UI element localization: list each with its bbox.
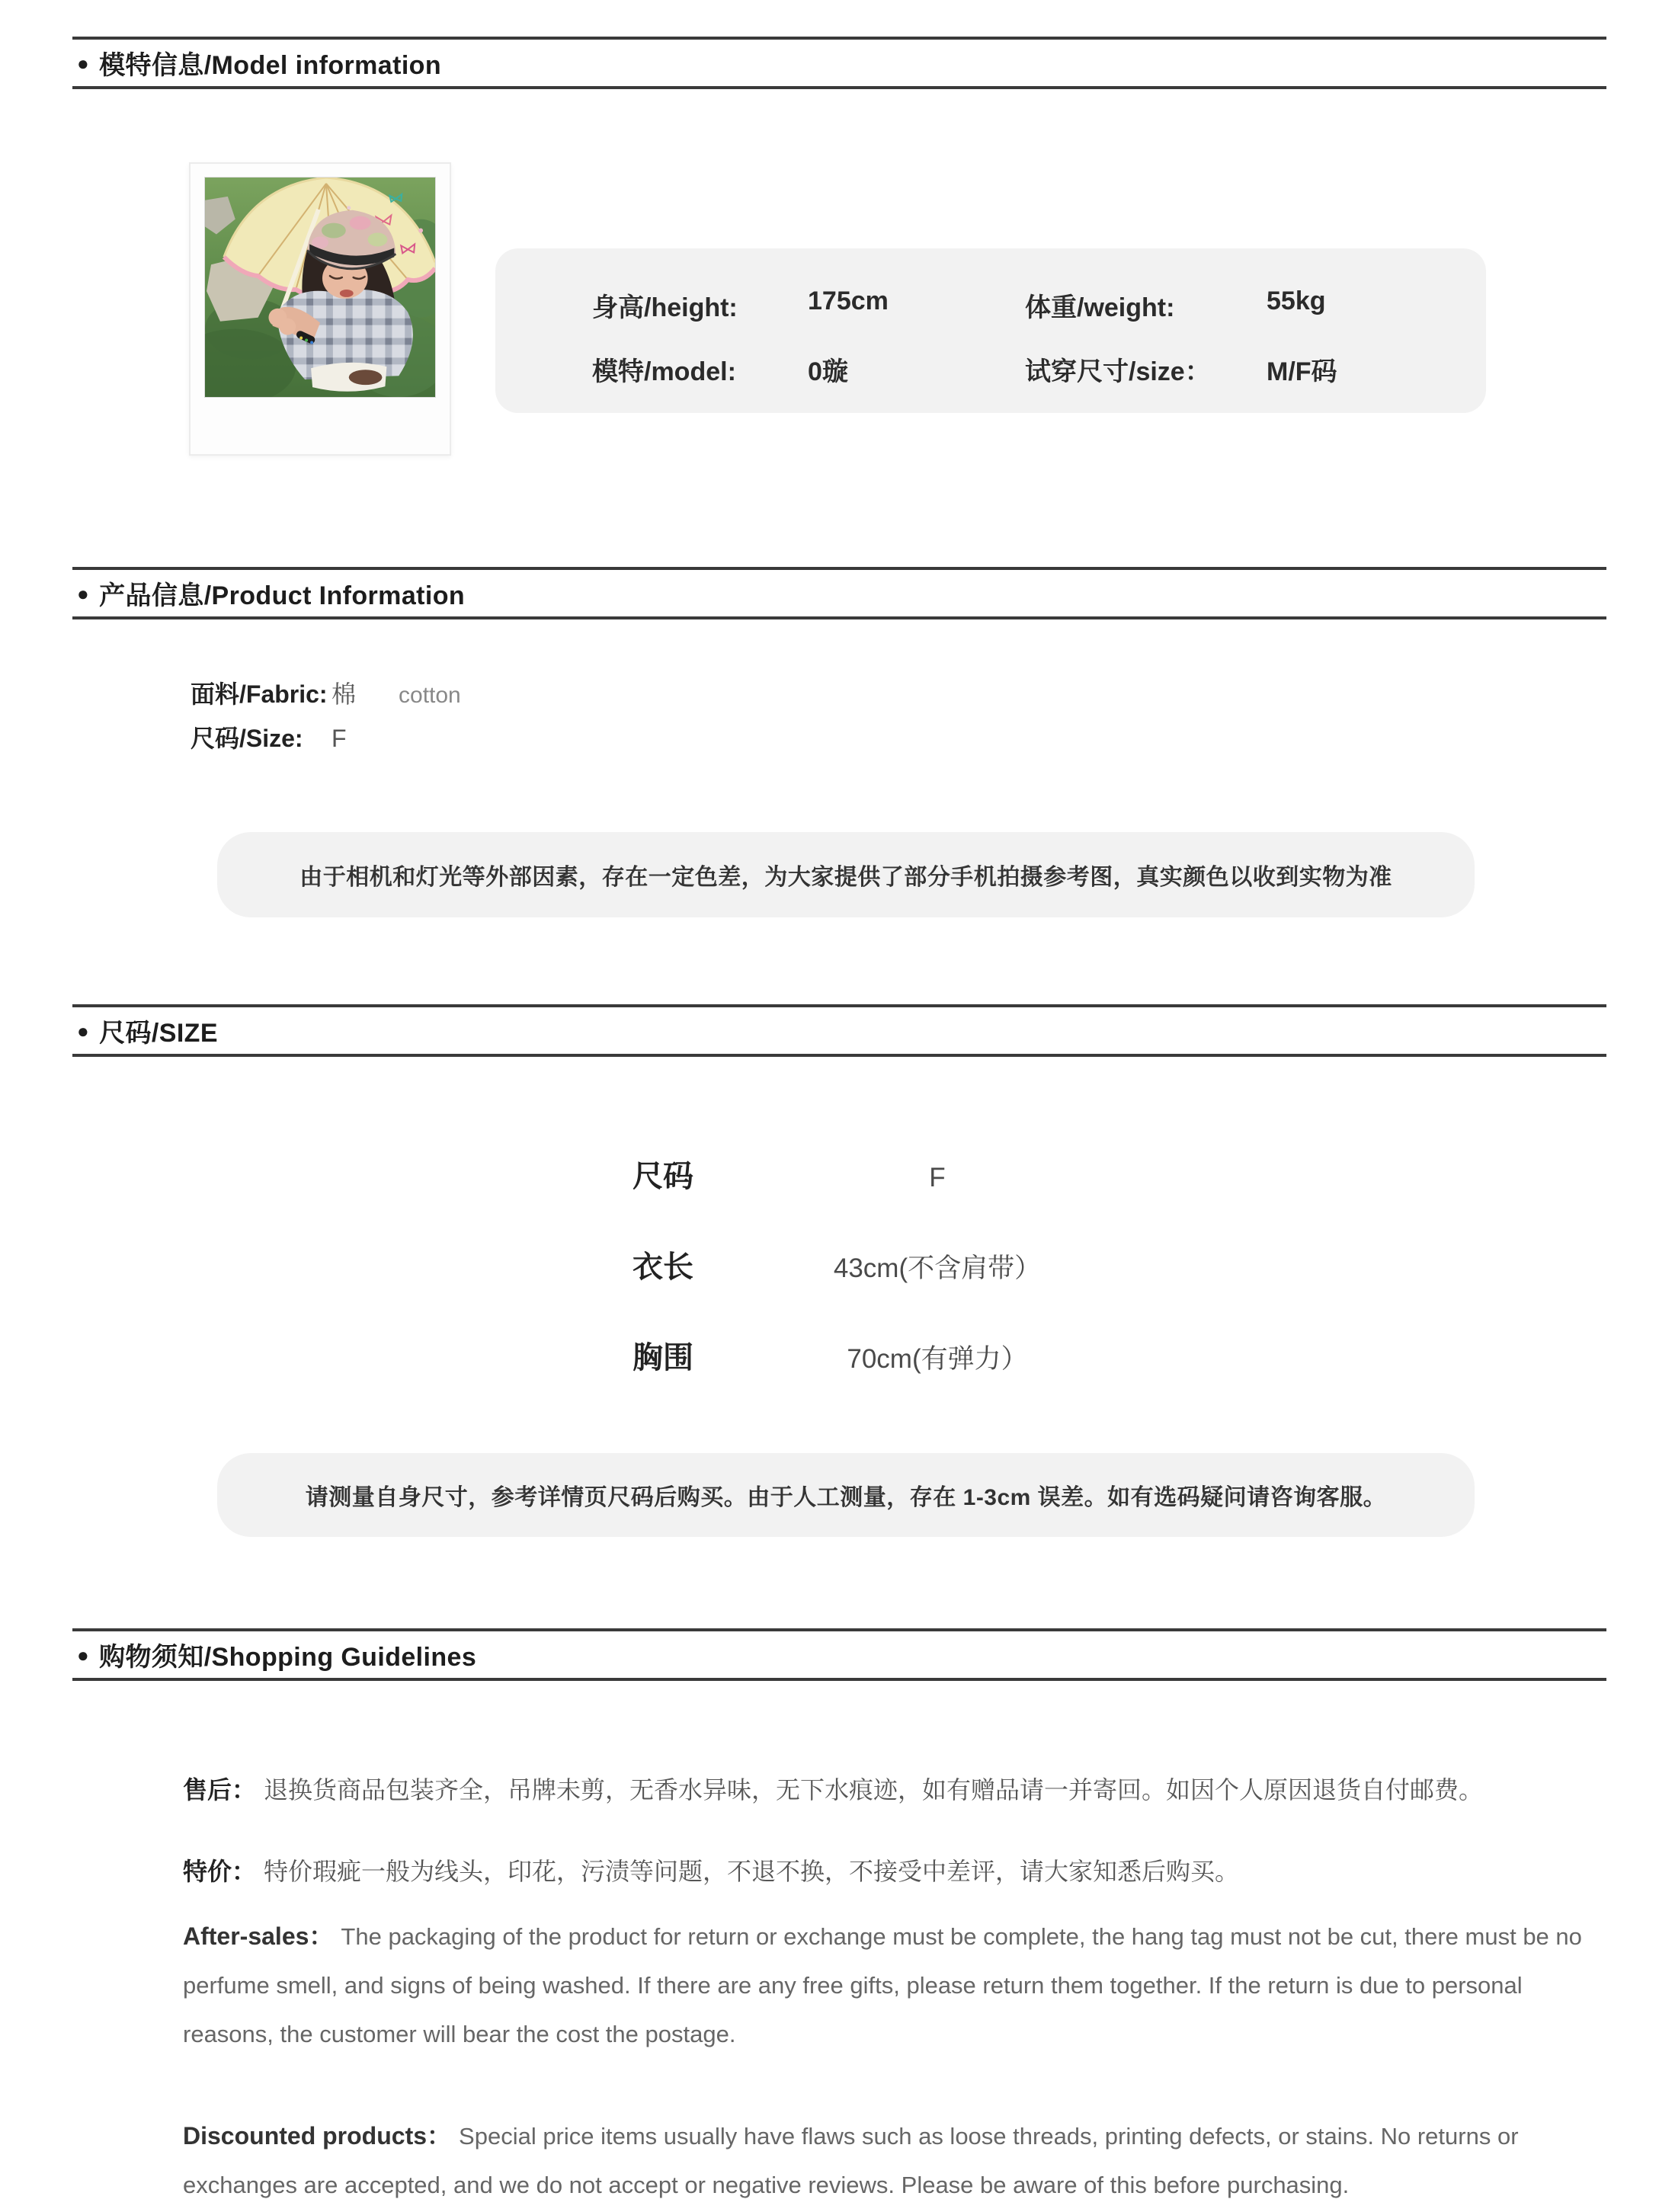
size-table-label: 尺码: [633, 1160, 693, 1193]
after-sales-en-label: After-sales：: [183, 1922, 334, 1950]
model-height-label: 身高/height:: [592, 293, 738, 322]
fabric-row: [191, 675, 461, 710]
after-sales-en-paragraph: [183, 1912, 1608, 2059]
model-fitting-size-label: 试穿尺寸/size：: [1025, 357, 1211, 386]
section-bullet-icon: ●: [77, 1643, 90, 1666]
model-fitting-size-value: M/F码: [1267, 357, 1337, 386]
discounted-products-en-label: Discounted products：: [183, 2122, 452, 2150]
model-info-card: [495, 248, 1486, 413]
section-header-model-information: [72, 37, 1606, 89]
section-bullet-icon: ●: [77, 51, 90, 75]
size-table-value: F: [929, 1163, 946, 1192]
color-difference-notice-text: 由于相机和灯光等外部因素，存在一定色差，为大家提供了部分手机拍摄参考图，真实颜色以收到实物为准: [299, 865, 1392, 890]
fabric-label: 面料/Fabric:: [191, 680, 328, 708]
measurement-notice: [217, 1453, 1475, 1537]
special-price-cn-text: 特价瑕疵一般为线头，印花，污渍等问题，不退不换，不接受中差评，请大家知悉后购买。: [264, 1858, 1240, 1885]
model-name-label: 模特/model:: [592, 357, 736, 386]
section-title: 模特信息/Model information: [99, 51, 441, 80]
section-bullet-icon: ●: [77, 581, 90, 605]
size-table-value: 43cm(不含肩带）: [833, 1253, 1042, 1283]
after-sales-cn-label: 售后：: [183, 1776, 257, 1804]
fabric-value-cn: 棉: [331, 680, 357, 708]
size-table-row: [633, 1333, 1143, 1377]
size-table-label: 胸围: [633, 1341, 693, 1375]
model-name-value: 0璇: [808, 357, 848, 386]
after-sales-cn-paragraph: [183, 1771, 1608, 1809]
size-info-value: F: [331, 725, 347, 752]
model-weight-label: 体重/weight:: [1025, 293, 1175, 322]
model-height: [592, 287, 1025, 324]
discounted-products-en-paragraph: [183, 2111, 1608, 2210]
model-photo-illustration: [205, 178, 435, 397]
section-header-shopping-guidelines: [72, 1628, 1606, 1681]
special-price-cn-paragraph: [183, 1852, 1608, 1890]
size-table-label: 衣长: [633, 1250, 693, 1284]
section-title: 尺码/SIZE: [99, 1019, 218, 1048]
section-title: 产品信息/Product Information: [99, 581, 466, 610]
after-sales-cn-text: 退换货商品包装齐全，吊牌未剪，无香水异味，无下水痕迹，如有赠品请一并寄回。如因个人原因退货自付邮费。: [264, 1776, 1484, 1804]
model-info-row: [592, 351, 1463, 388]
discounted-products-en-text: Special price items usually have flaws such as loose threads, printing defects, or stains. No returns or exchanges are accepted, and we do not accept or negative reviews. Please be aware of this before purchasing.: [183, 2123, 1519, 2198]
color-difference-notice: [217, 832, 1475, 917]
size-info-row: [191, 719, 347, 754]
special-price-cn-label: 特价：: [183, 1858, 257, 1885]
measurement-notice-text: 请测量自身尺寸，参考详情页尺码后购买。由于人工测量，存在 1-3cm 误差。如有选码疑问请咨询客服。: [305, 1485, 1387, 1510]
fabric-value-en: cotton: [399, 683, 461, 708]
model-name: [592, 351, 1025, 388]
section-header-product-information: [72, 567, 1606, 619]
size-info-label: 尺码/Size:: [191, 725, 303, 752]
model-height-value: 175cm: [808, 287, 889, 315]
model-weight-value: 55kg: [1267, 287, 1326, 315]
size-table-row: [633, 1152, 1143, 1196]
section-title: 购物须知/Shopping Guidelines: [99, 1643, 477, 1672]
model-info-row: [592, 287, 1463, 324]
section-header-size: [72, 1004, 1606, 1057]
after-sales-en-text: The packaging of the product for return or exchange must be complete, the hang tag must not be cut, there must be no perfume smell, and signs of being washed. If there are any free gifts, please return them together. If the return is due to personal reasons, the customer will bear the cost the postage.: [183, 1923, 1582, 2047]
size-table-row: [633, 1243, 1143, 1286]
model-photo: [204, 177, 436, 398]
model-polaroid-frame: [189, 162, 451, 456]
size-table-value: 70cm(有弹力）: [847, 1344, 1028, 1374]
model-weight: [1025, 287, 1463, 324]
section-bullet-icon: ●: [77, 1019, 90, 1042]
model-fitting-size: [1025, 351, 1463, 388]
